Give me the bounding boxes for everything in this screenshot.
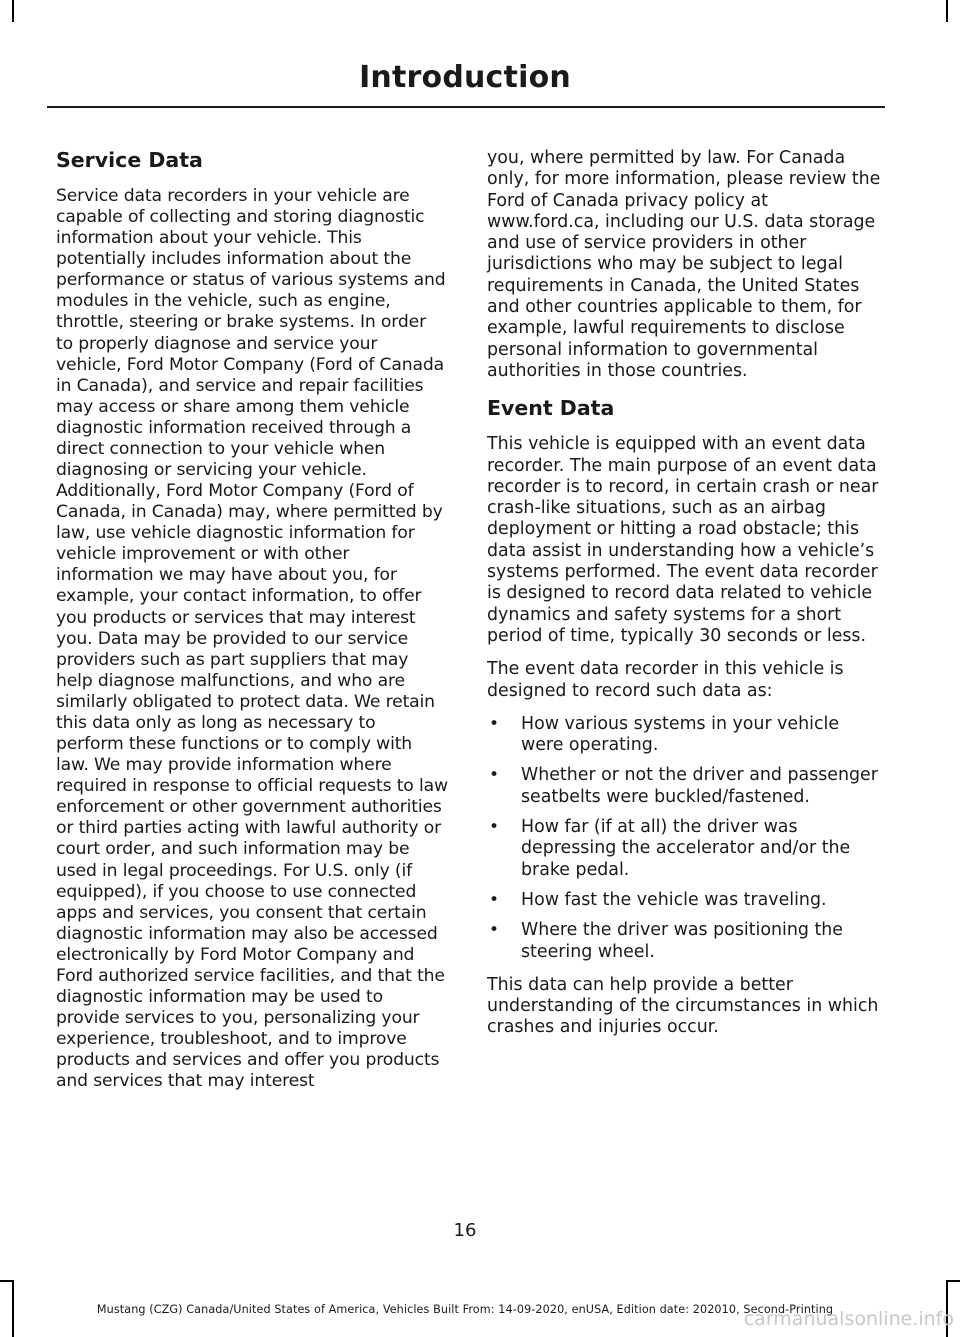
service-data-heading: Service Data	[56, 148, 203, 172]
bullet-icon: •	[489, 713, 500, 734]
bullet-icon: •	[489, 817, 500, 838]
crop-mark-top-left-vertical	[12, 0, 14, 22]
list-item	[487, 890, 882, 911]
crop-mark-bottom-left-horizontal	[0, 1280, 14, 1282]
list-item	[487, 817, 882, 881]
left-column	[56, 148, 448, 1104]
bullet-icon: •	[489, 765, 500, 786]
service-data-continuation: you, where permitted by law. For Canada only, for more information, please review the Ford of Canada privacy policy at www.ford.ca, including our U.S. data storage and use of service providers in other jurisdictions who may be subject to legal requirements in Canada, the United States and other countries applicable to them, for example, lawful requirements to disclose personal information to governmental authorities in those countries.	[487, 148, 881, 381]
watermark: carmanualsonline.info	[743, 1308, 954, 1330]
event-data-list	[487, 714, 882, 963]
list-item-text: How fast the vehicle was traveling.	[521, 889, 827, 910]
bullet-icon: •	[489, 889, 500, 910]
bullet-icon: •	[489, 920, 500, 941]
list-item-text: Whether or not the driver and passenger seatbelts were buckled/fastened.	[521, 765, 878, 807]
event-data-heading: Event Data	[487, 396, 615, 421]
list-item	[487, 920, 882, 963]
event-data-closing: This data can help provide a better understanding of the circumstances in which crashes and injuries occur.	[487, 974, 879, 1038]
list-item-text: How various systems in your vehicle were operating.	[521, 713, 840, 756]
crop-mark-top-right-vertical	[946, 0, 948, 22]
list-item-text: Where the driver was positioning the steering wheel.	[521, 920, 843, 962]
page-number: 16	[453, 1220, 477, 1241]
event-data-paragraph-1: This vehicle is equipped with an event data recorder. The main purpose of an event data recorder is to record, in certain crash or near crash-like situations, such as an airbag deployment or hitting a road obstacle; this data assist in understanding how a vehicle’s systems performed. The event data recorder is designed to record data related to vehicle dynamics and safety systems for a short period of time, typically 30 seconds or less.	[487, 434, 879, 646]
crop-mark-bottom-right-horizontal	[946, 1280, 960, 1282]
list-item	[487, 765, 882, 808]
service-data-paragraph: Service data recorders in your vehicle are capable of collecting and storing diagnostic information about your vehicle. This potentially includes information about the performance or status of various systems and modules in the vehicle, such as engine, throttle, steering or brake systems. In order to properly diagnose and service your vehicle, Ford Motor Company (Ford of Canada in Canada), and service and repair facilities may access or share among them vehicle diagnostic information received through a direct connection to your vehicle when diagnosing or servicing your vehicle. Additionally, Ford Motor Company (Ford of Canada, in Canada) may, where permitted by law, use vehicle diagnostic information for vehicle improvement or with other information we may have about you, for example, your contact information, to offer you products or services that may interest you. Data may be provided to our service providers such as part suppliers that may help diagnose malfunctions, and who are similarly obligated to protect data. We retain this data only as long as necessary to perform these functions or to comply with law. We may provide information where required in response to official requests to law enforcement or other government authorities or third parties acting with lawful authority or court order, and such information may be used in legal proceedings. For U.S. only (if equipped), if you choose to use connected apps and services, you consent that certain diagnostic information may also be accessed electronically by Ford Motor Company and Ford authorized service facilities, and that the diagnostic information may be used to provide services to you, personalizing your experience, troubleshoot, and to improve products and services and offer you products and services that may interest	[56, 186, 448, 1092]
event-data-paragraph-2: The event data recorder in this vehicle is designed to record such data as:	[487, 659, 844, 701]
list-item	[487, 714, 882, 757]
header-divider	[47, 106, 885, 108]
list-item-text: How far (if at all) the driver was depressing the accelerator and/or the brake pedal.	[521, 817, 851, 880]
right-column	[487, 148, 882, 1051]
edition-footer: Mustang (CZG) Canada/United States of America, Vehicles Built From: 14-09-2020, enUSA, Edition date: 202010, Second-Printing	[96, 1303, 834, 1316]
page-title: Introduction	[359, 60, 571, 95]
